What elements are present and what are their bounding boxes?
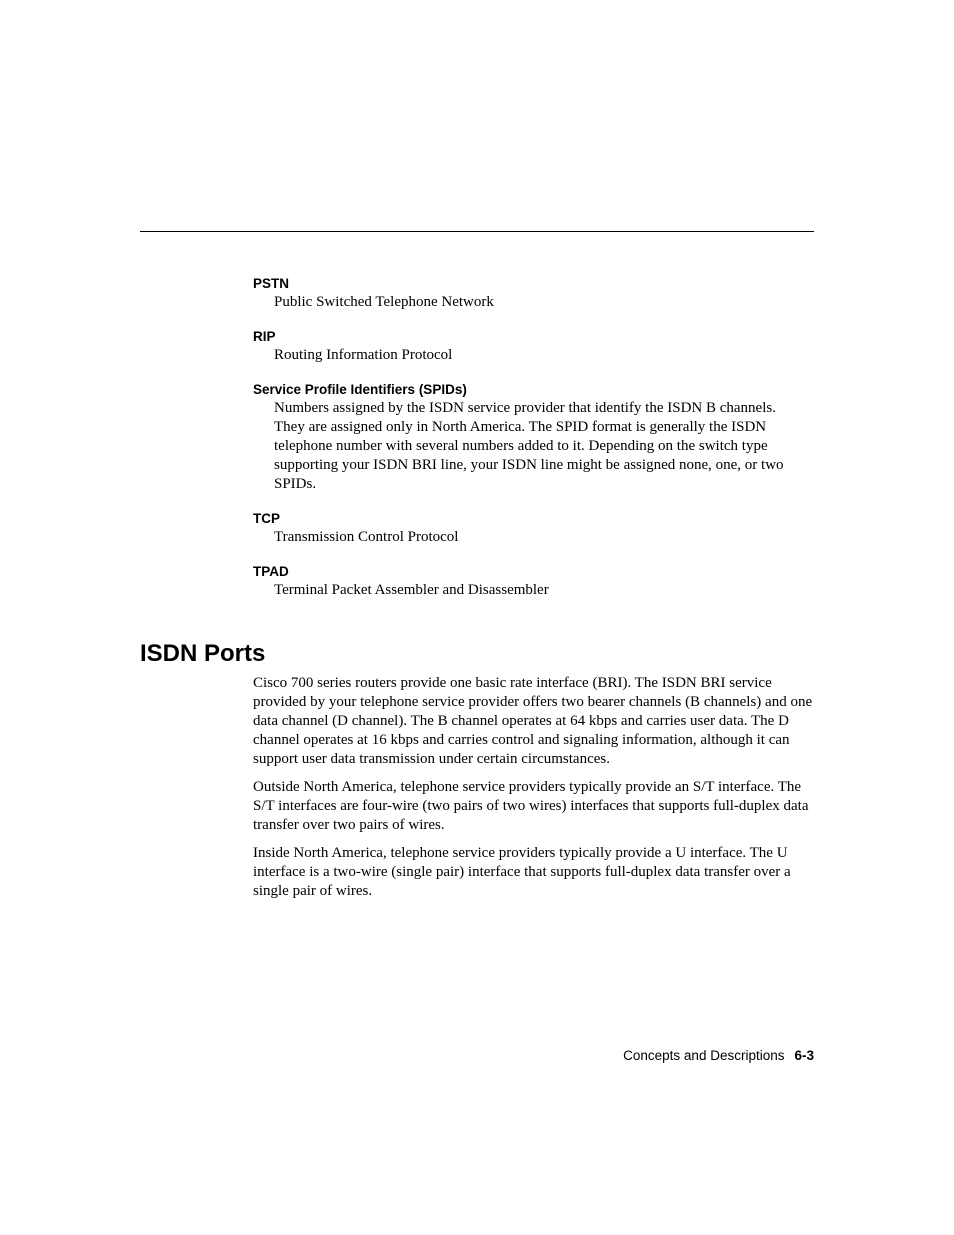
glossary-entry [253,380,815,494]
header-rule [140,231,814,232]
glossary-term: Service Profile Identifiers (SPIDs) [253,382,467,397]
body-paragraph: Inside North America, telephone service providers typically provide a U interface. The U interface is a two-wire (single pair) interface that supports full-duplex data transfer over a single pair of wires. [253,845,791,899]
glossary-entry [253,327,815,365]
body-paragraph: Outside North America, telephone service providers typically provide an S/T interface. The S/T interfaces are four-wire (two pairs of two wires) interfaces that supports full-duplex data transfer over two pairs of wires. [253,779,809,833]
glossary-definition: Numbers assigned by the ISDN service provider that identify the ISDN B channels. They are assigned only in North America. The SPID format is generally the ISDN telephone number with several numbers added to it. Depending on the switch type supporting your ISDN BRI line, your ISDN line might be assigned none, one, or two SPIDs. [274,400,784,492]
glossary-definition: Routing Information Protocol [274,347,453,363]
glossary-term: RIP [253,329,276,344]
page-footer [623,1046,814,1066]
glossary-term: PSTN [253,276,290,291]
footer-chapter-title: Concepts and Descriptions [623,1048,785,1063]
section-body [253,674,815,910]
glossary-definition: Terminal Packet Assembler and Disassembler [274,582,549,598]
glossary-term: TPAD [253,564,289,579]
page-number: 6-3 [794,1048,814,1063]
glossary-definition: Transmission Control Protocol [274,529,459,545]
glossary-definition: Public Switched Telephone Network [274,294,494,310]
section-heading: ISDN Ports [140,640,266,667]
glossary-entry [253,562,815,600]
body-paragraph: Cisco 700 series routers provide one basic rate interface (BRI). The ISDN BRI service provided by your telephone service provider offers two bearer channels (B channels) and one data channel (D channel). The B channel operates at 64 kbps and carries user data. The D channel operates at 16 kbps and carries control and signaling information, although it can support user data transmission under certain circumstances. [253,675,813,767]
glossary-list [253,274,815,615]
glossary-entry [253,509,815,547]
glossary-entry [253,274,815,312]
glossary-term: TCP [253,511,280,526]
